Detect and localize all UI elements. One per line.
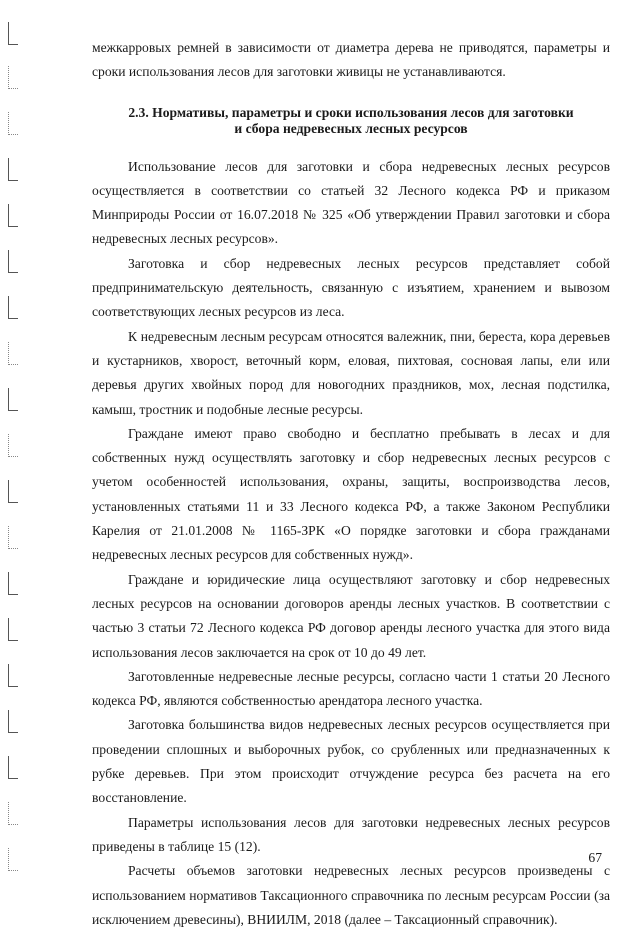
- binding-mark: [8, 480, 18, 503]
- binding-mark: [8, 250, 18, 273]
- binding-mark: [8, 388, 18, 411]
- binding-mark: [8, 112, 18, 135]
- binding-mark: [8, 848, 18, 871]
- binding-mark: [8, 296, 18, 319]
- binding-mark: [8, 66, 18, 89]
- binding-mark: [8, 22, 18, 45]
- paragraph-harvesting-during-felling: Заготовка большинства видов недревесных лесных ресурсов осуществляется при проведении сплошных и выборочных рубок, со срубленных или предназначенных к рубке деревьев. При этом происходит отчуждение ресурса без расчета на его восстановление.: [92, 717, 610, 806]
- section-heading: [92, 105, 610, 137]
- paragraph-ownership: Заготовленные недревесные лесные ресурсы, согласно части 1 статьи 20 Лесного кодекса РФ, являются собственностью арендатора лесного участка.: [92, 668, 610, 709]
- binding-mark: [8, 756, 18, 779]
- page-number: 67: [588, 850, 602, 865]
- section-heading-line-1: 2.3. Нормативы, параметры и сроки использования лесов для заготовки: [128, 104, 574, 120]
- section-heading-line-2: и сбора недревесных лесных ресурсов: [234, 120, 468, 136]
- binding-mark: [8, 342, 18, 365]
- paragraph-parameters-table: Параметры использования лесов для заготовки недревесных лесных ресурсов приведены в таблице 15 (12).: [92, 814, 610, 854]
- binding-mark: [8, 572, 18, 595]
- paragraph-resource-list: К недревесным лесным ресурсам относятся валежник, пни, береста, кора деревьев и кустарников, хворост, веточный корм, еловая, пихтовая, сосновая лапы, ели или деревья других хвойных пород для новогодних праздников, мох, лесная подстилка, камыш, тростник и подобные лесные ресурсы.: [92, 328, 610, 417]
- paragraph-citizens-rights: Граждане имеют право свободно и бесплатно пребывать в лесах и для собственных нужд осуществлять заготовку и сбор недревесных лесных ресурсов с учетом особенностей использования, охраны, защиты, воспроизводства лесов, установленных статьями 11 и 33 Лесного кодекса РФ, а также Законом Республики Карелия от 21.01.2008 № 1165-ЗРК «О порядке заготовки и сбора гражданами недревесных лесных ресурсов для собственных нужд».: [92, 425, 610, 563]
- binding-mark: [8, 526, 18, 549]
- page-content: [92, 36, 610, 932]
- binding-mark: [8, 710, 18, 733]
- binding-mark: [8, 664, 18, 687]
- paragraph-business-activity: Заготовка и сбор недревесных лесных ресурсов представляет собой предпринимательскую деятельность, связанную с изъятием, хранением и вывозом соответствующих лесных ресурсов из леса.: [92, 255, 610, 320]
- binding-mark: [8, 434, 18, 457]
- binding-mark: [8, 618, 18, 641]
- binding-mark: [8, 158, 18, 181]
- binding-mark: [8, 204, 18, 227]
- paragraph-calculations: Расчеты объемов заготовки недревесных лесных ресурсов произведены с использованием нормативов Таксационного справочника по лесным ресурсам России (за исключением древесины), ВНИИЛМ, 2018 (далее – Таксационный справочник).: [92, 863, 610, 927]
- paragraph-article-32: Использование лесов для заготовки и сбора недревесных лесных ресурсов осуществляется в соответствии со статьей 32 Лесного кодекса РФ и приказом Минприроды России от 16.07.2018 № 325 «Об утверждении Правил заготовки и сбора недревесных лесных ресурсов».: [92, 158, 610, 247]
- intro-continuation-paragraph: межкарровых ремней в зависимости от диаметра дерева не приводятся, параметры и сроки использования лесов для заготовки живицы не устанавливаются.: [92, 40, 610, 80]
- paragraph-lease-agreements: Граждане и юридические лица осуществляют заготовку и сбор недревесных лесных ресурсов на основании договоров аренды лесных участков. В соответствии с частью 3 статьи 72 Лесного кодекса РФ договор аренды лесного участка для этого вида использования лесов заключается на срок от 10 до 49 лет.: [92, 571, 610, 660]
- binding-edge-marks: [0, 0, 40, 905]
- binding-mark: [8, 802, 18, 825]
